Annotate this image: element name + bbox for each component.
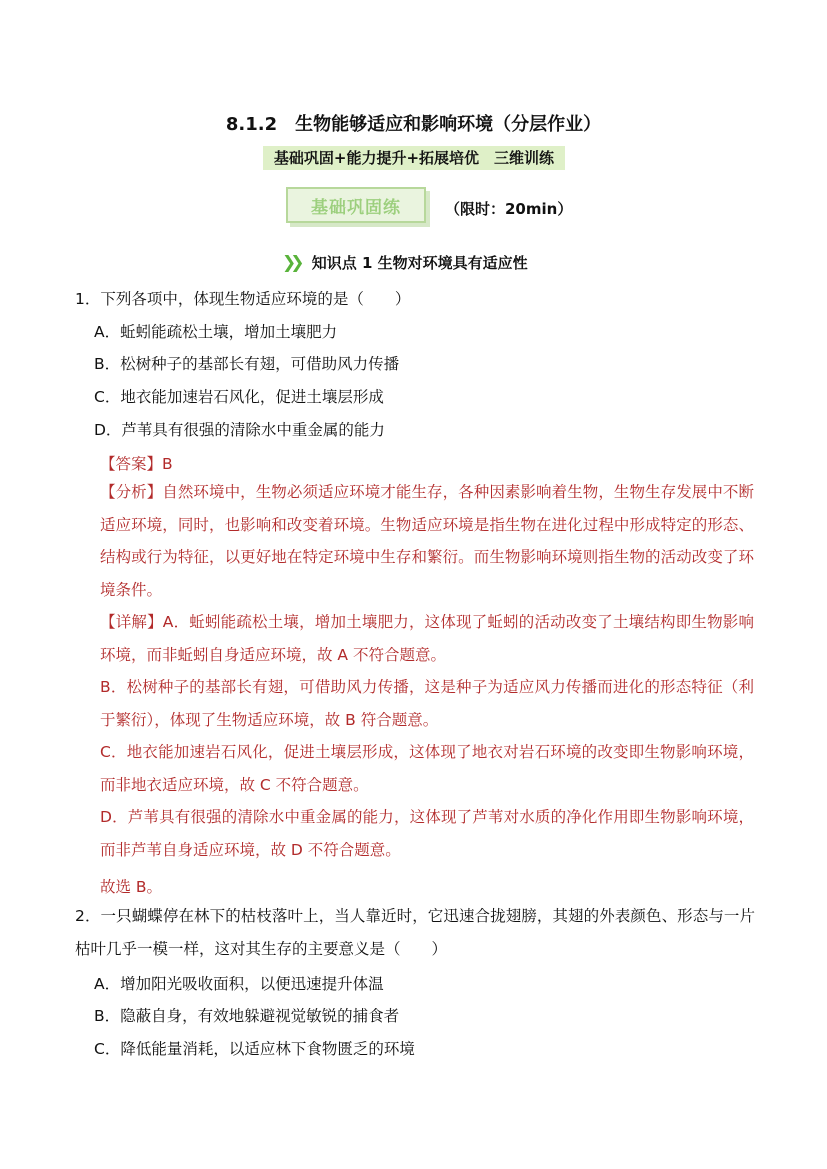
q1-detail-d: D．芦苇具有很强的清除水中重金属的能力，这体现了芦苇对水质的净化作用即生物影响环境，而非芦苇自身适应环境，故 D 不符合题意。: [100, 808, 754, 859]
q1-option-d: D．芦苇具有很强的清除水中重金属的能力: [94, 421, 385, 439]
knowledge-point-label: 知识点 1 生物对环境具有适应性: [311, 254, 528, 272]
q1-detail-b: B．松树种子的基部长有翅，可借助风力传播，这是种子为适应风力传播而进化的形态特征（利于繁衍），体现了生物适应环境，故 B 符合题意。: [100, 678, 754, 729]
q1-option-c: C．地衣能加速岩石风化，促进土壤层形成: [94, 388, 384, 406]
time-limit: （限时：20min）: [445, 200, 573, 218]
knowledge-point-heading: [282, 252, 528, 273]
q1-option-b: B．松树种子的基部长有翅，可借助风力传播: [94, 355, 400, 373]
q1-option-a: A．蚯蚓能疏松土壤，增加土壤肥力: [94, 323, 338, 341]
q2-option-c: C．降低能量消耗，以适应林下食物匮乏的环境: [94, 1040, 415, 1058]
q1-detail-c: C．地衣能加速岩石风化，促进土壤层形成，这体现了地衣对岩石环境的改变即生物影响环境，而非地衣适应环境，故 C 不符合题意。: [100, 743, 754, 794]
q2-option-a: A．增加阳光吸收面积，以便迅速提升体温: [94, 975, 384, 993]
section-badge: [286, 187, 432, 229]
question-1-stem: 1．下列各项中，体现生物适应环境的是（ ）: [75, 290, 411, 308]
subtitle: 基础巩固+能力提升+拓展培优 三维训练: [263, 146, 565, 170]
page-title: 8.1.2 生物能够适应和影响环境（分层作业）: [225, 114, 602, 135]
q2-option-b: B．隐蔽自身，有效地躲避视觉敏锐的捕食者: [94, 1007, 400, 1025]
badge-label: 基础巩固练: [311, 198, 401, 218]
q1-answer: 【答案】B: [100, 455, 173, 473]
q1-conclusion: 故选 B。: [100, 878, 163, 896]
q1-detail-a: 【详解】A．蚯蚓能疏松土壤，增加土壤肥力，这体现了蚯蚓的活动改变了土壤结构即生物影响环境，而非蚯蚓自身适应环境，故 A 不符合题意。: [100, 613, 754, 664]
double-chevron-icon: ❯❯: [282, 253, 299, 273]
question-2-stem: 2．一只蝴蝶停在林下的枯枝落叶上，当人靠近时，它迅速合拢翅膀，其翅的外表颜色、形态与一片枯叶几乎一模一样，这对其生存的主要意义是（ ）: [75, 907, 755, 958]
q1-analysis: 【分析】自然环境中，生物必须适应环境才能生存，各种因素影响着生物，生物生存发展中不断适应环境，同时，也影响和改变着环境。生物适应环境是指生物在进化过程中形成特定的形态、结构或行为特征，以更好地在特定环境中生存和繁衍。而生物影响环境则指生物的活动改变了环境条件。: [100, 483, 754, 599]
